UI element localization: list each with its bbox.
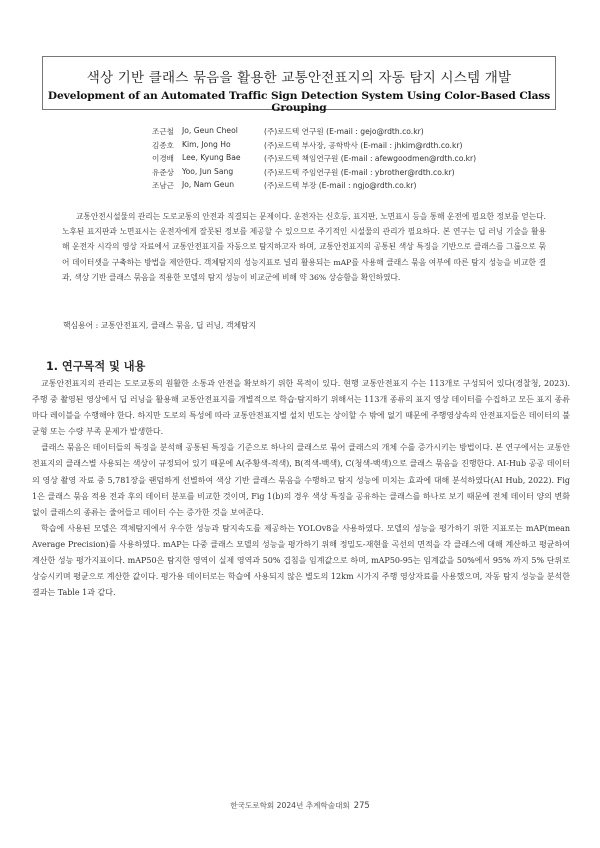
section-body — [32, 376, 570, 601]
author-affiliation: (주)로드텍 부장 (E-mail : ngjo@rdth.co.kr) — [264, 181, 417, 190]
body-paragraph: 학습에 사용된 모델은 객체탐지에서 우수한 성능과 탐지속도를 제공하는 YOLOv8을 사용하였다. 모델의 성능을 평가하기 위한 지표로는 mAP(mean Average Precision)를 사용하였다. mAP는 다중 클래스 모델의 성능을 평가하기 위해 정밀도-재현율 곡선의 면적을 각 클래스에 대해 계산하고 평균하여 계산한 성능 평가지표이다. mAP50은 탐지한 영역이 실제 영역과 50% 겹침을 임계값으로 하며, mAP50-95는 임계값을 50%에서 95% 까지 5% 단위로 상승시키며 평균으로 계산한 값이다. 평가용 데이터로는 학습에 사용되지 않은 별도의 12km 시가지 주행 영상자료를 사용했으며, 자동 탐지 성능을 분석한 결과는 Table 1과 같다. — [32, 523, 570, 598]
author-name-korean: 유준상 — [152, 167, 175, 177]
author-name-korean: 조근철 — [152, 127, 175, 136]
author-name-english: Kim, Jong Ho — [182, 139, 231, 149]
korean-title: 색상 기반 클래스 묶음을 활용한 교통안전표지의 자동 탐지 시스템 개발 — [86, 70, 512, 86]
keywords: 핵심용어 : 교통안전표지, 클래스 묶음, 딥 러닝, 객체탐지 — [63, 321, 257, 330]
author-affiliation: (주)로드텍 책임연구원 (E-mail : afewgoodmen@rdth.co.kr) — [264, 154, 477, 163]
author-affiliation: (주)로드텍 주임연구원 (E-mail : ybrother@rdth.co.kr) — [264, 167, 455, 177]
page-number: 275 — [353, 800, 370, 810]
abstract: 교통안전시설물의 관리는 도로교통의 안전과 직결되는 문제이다. 운전자는 신호등, 표지판, 노면표시 등을 통해 운전에 필요한 정보를 얻는다. 노후된 표지판과 노면표시는 운전자에게 잘못된 정보를 제공할 수 있으므로 주기적인 시설물의 관리가 필요하다. 본 연구는 딥 러닝 기술을 활용해 운전자 시각의 영상 자료에서 교통안전표지를 자동으로 탐지하고자 하며, 교통안전표지의 공통된 색상 특징을 기반으로 클래스를 그룹으로 묶어 데이터셋을 구축하는 방법을 제안한다. 객체탐지의 성능지표로 널리 활용되는 mAP를 사용해 클래스 묶음 여부에 따른 탐지 성능을 비교한 결과, 색상 기반 클래스 묶음을 적용한 모델의 탐지 성능이 비교군에 비해 약 36% 상승함을 확인하였다. — [62, 212, 546, 282]
body-paragraph: 교통안전표지의 관리는 도로교통의 원활한 소통과 안전을 확보하기 위한 목적이 있다. 현행 교통안전표지 수는 113개로 구성되어 있다(경찰청, 2023). 주행 중 촬영된 영상에서 딥 러닝을 활용해 교통안전표지를 개별적으로 학습·탐지하기 위해서는 113개 종류의 표지 영상 데이터를 수집하고 모든 표지 종류마다 레이블을 수행해야 한다. 하지만 도로의 특성에 따라 교통안전표지별 설치 빈도는 상이할 수 밖에 없기 때문에 주행영상속의 안전표지들은 데이터의 불균형 또는 수량 부족 문제가 발생한다. — [32, 379, 570, 437]
author-list — [152, 126, 477, 194]
author-row — [152, 180, 452, 194]
author-name-english: Jo, Nam Geun — [182, 180, 235, 189]
english-title: Development of an Automated Traffic Sign Detection System Using Color-Based Class Grouping — [47, 90, 551, 114]
conference-name: 한국도로학회 2024년 추계학술대회 — [230, 801, 350, 810]
author-name-english: Lee, Kyung Bae — [182, 153, 241, 162]
author-row — [152, 126, 452, 140]
author-name-english: Jo, Geun Cheol — [182, 126, 238, 135]
author-name-korean: 김종호 — [152, 140, 175, 150]
author-affiliation: (주)로드텍 부사장, 공학박사 (E-mail : jhkim@rdth.co.kr) — [264, 140, 463, 150]
author-name-korean: 이경배 — [152, 154, 175, 163]
body-paragraph: 클래스 묶음은 데이터들의 특징을 분석해 공통된 특징을 기준으로 하나의 클래스로 묶어 클래스의 개체 수를 증가시키는 방법이다. 본 연구에서는 교통안전표지의 클래스별 사용되는 색상이 규정되어 있기 때문에 A(주황색-적색), B(적색-백색), C(청색-백색)으로 클래스 묶음을 진행한다. AI-Hub 공공 데이터의 영상 촬영 자료 중 5,781장을 랜덤하게 선별하여 색상 기반 클래스 묶음을 수행하고 탐지 성능에 미치는 효과에 대해 분석하였다(AI Hub, 2022). Fig 1은 클래스 묶음 적용 전과 후의 데이터 분포를 비교한 것이며, Fig 1(b)의 경우 색상 특징을 공유하는 클래스를 하나로 보기 때문에 전체 데이터 양의 변화 없이 클래스의 종류는 줄어들고 데이터 수는 증가한 것을 보여준다. — [32, 443, 570, 517]
author-row — [152, 153, 477, 167]
section-heading: 1. 연구목적 및 내용 — [46, 360, 146, 373]
author-affiliation: (주)로드텍 연구원 (E-mail : gejo@rdth.co.kr) — [264, 127, 424, 136]
author-name-english: Yoo, Jun Sang — [182, 166, 234, 176]
author-name-korean: 조남근 — [152, 181, 175, 190]
page-footer — [0, 800, 600, 811]
author-row — [152, 166, 455, 181]
author-row — [152, 139, 463, 154]
title-box — [42, 56, 556, 114]
